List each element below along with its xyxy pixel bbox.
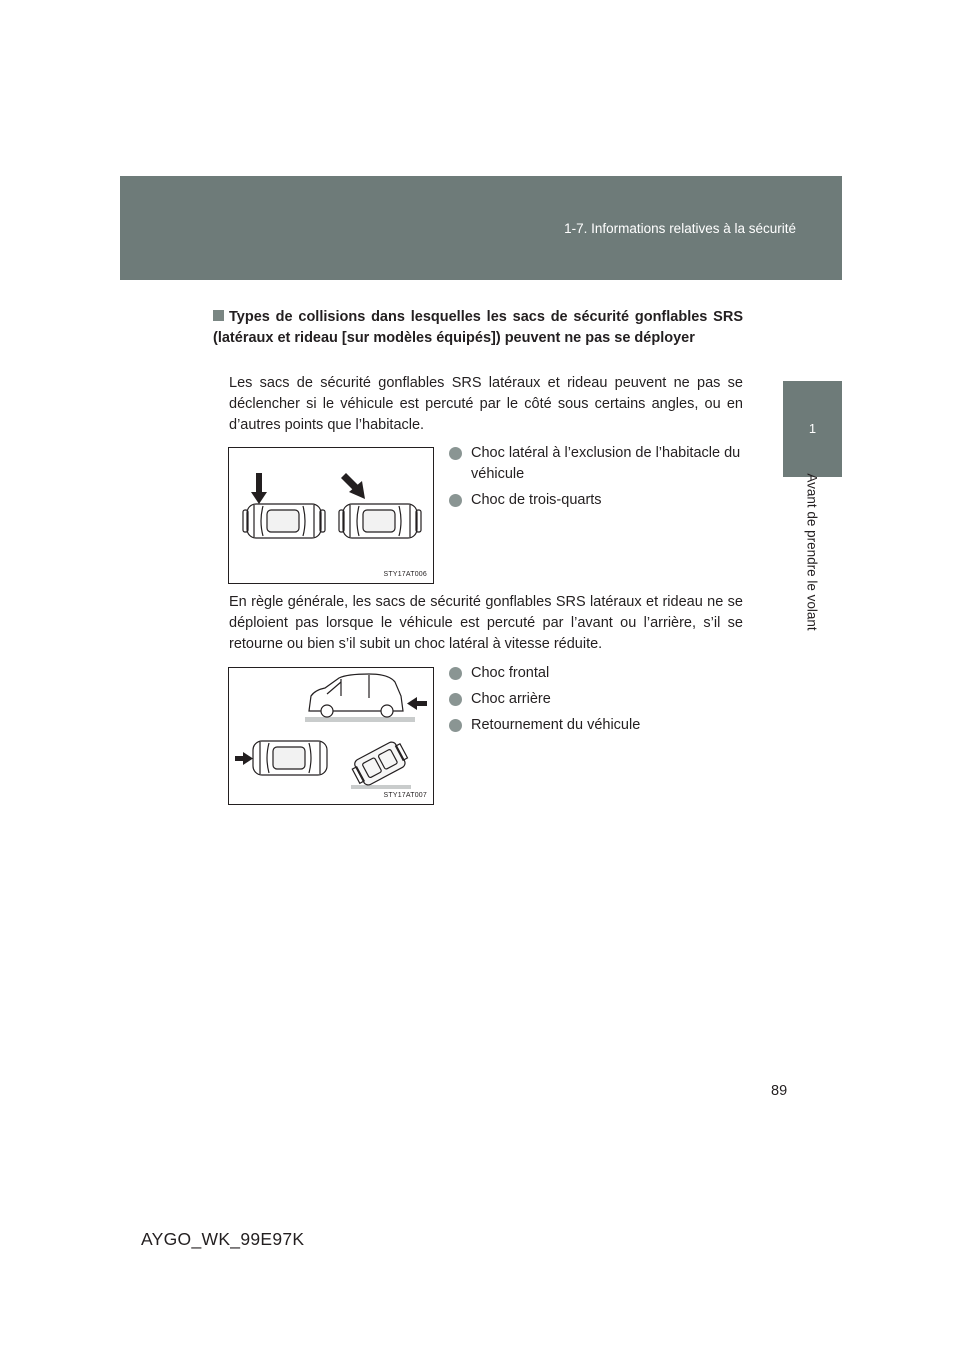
arrow-right-icon [235,752,253,765]
figure-code: STY17AT007 [383,792,427,799]
chapter-number: 1 [808,421,817,436]
page-number: 89 [771,1083,788,1099]
list-item: Choc arrière [448,689,748,710]
side-impact-illustration [229,448,433,583]
bullet-dot-icon [449,447,462,460]
arrow-diagonal-icon [341,473,365,499]
list-item: Choc frontal [448,663,748,684]
bullet-list-side [448,443,748,516]
square-bullet-icon [213,310,224,321]
chapter-tab [783,381,842,477]
list-item: Retournement du véhicule [448,715,748,736]
car-rollover-icon [349,738,410,788]
car-top-view-icon [339,504,421,538]
figure-side-impact [228,447,434,584]
section-title: 1-7. Informations relatives à la sécurité [564,221,796,236]
paragraph-no-deploy: En règle générale, les sacs de sécurité gonflables SRS latéraux et rideau ne se déploient pas lorsque le véhicule est percuté par l’avant ou l’arrière, s’il se retourne ou bien s’il subit un choc latéral à vitesse réduite. [229,594,743,652]
bullet-dot-icon [449,693,462,706]
chapter-title: Avant de prendre le volant [804,473,820,631]
front-rear-rollover-illustration [229,668,433,804]
section-heading-text: Types de collisions dans lesquelles les sacs de sécurité gonflables SRS (latéraux et rideau [sur modèles équipés]) peuvent ne pas se déployer [213,309,743,346]
figure-front-rear-rollover [228,667,434,805]
bullet-dot-icon [449,719,462,732]
car-side-view-icon [309,674,403,717]
bullet-dot-icon [449,667,462,680]
paragraph-side-impact: Les sacs de sécurité gonflables SRS latéraux et rideau peuvent ne pas se déclencher si le véhicule est percuté par le côté sous certains angles, ou en d’autres points que l’habitacle. [229,375,743,433]
bullet-dot-icon [449,494,462,507]
document-code: AYGO_WK_99E97K [141,1229,305,1249]
list-item: Choc de trois-quarts [448,490,748,511]
list-item: Choc latéral à l’exclusion de l’habitacle du véhicule [448,443,748,485]
ground-strip [305,717,415,722]
section-header [120,176,842,280]
car-top-view-icon [253,741,327,775]
ground-strip [351,785,411,789]
bullet-list-front-rear [448,663,748,741]
car-top-view-icon [243,504,325,538]
section-heading [213,307,743,349]
arrow-left-icon [407,697,427,710]
arrow-down-icon [251,473,267,504]
figure-code: STY17AT006 [383,571,427,578]
